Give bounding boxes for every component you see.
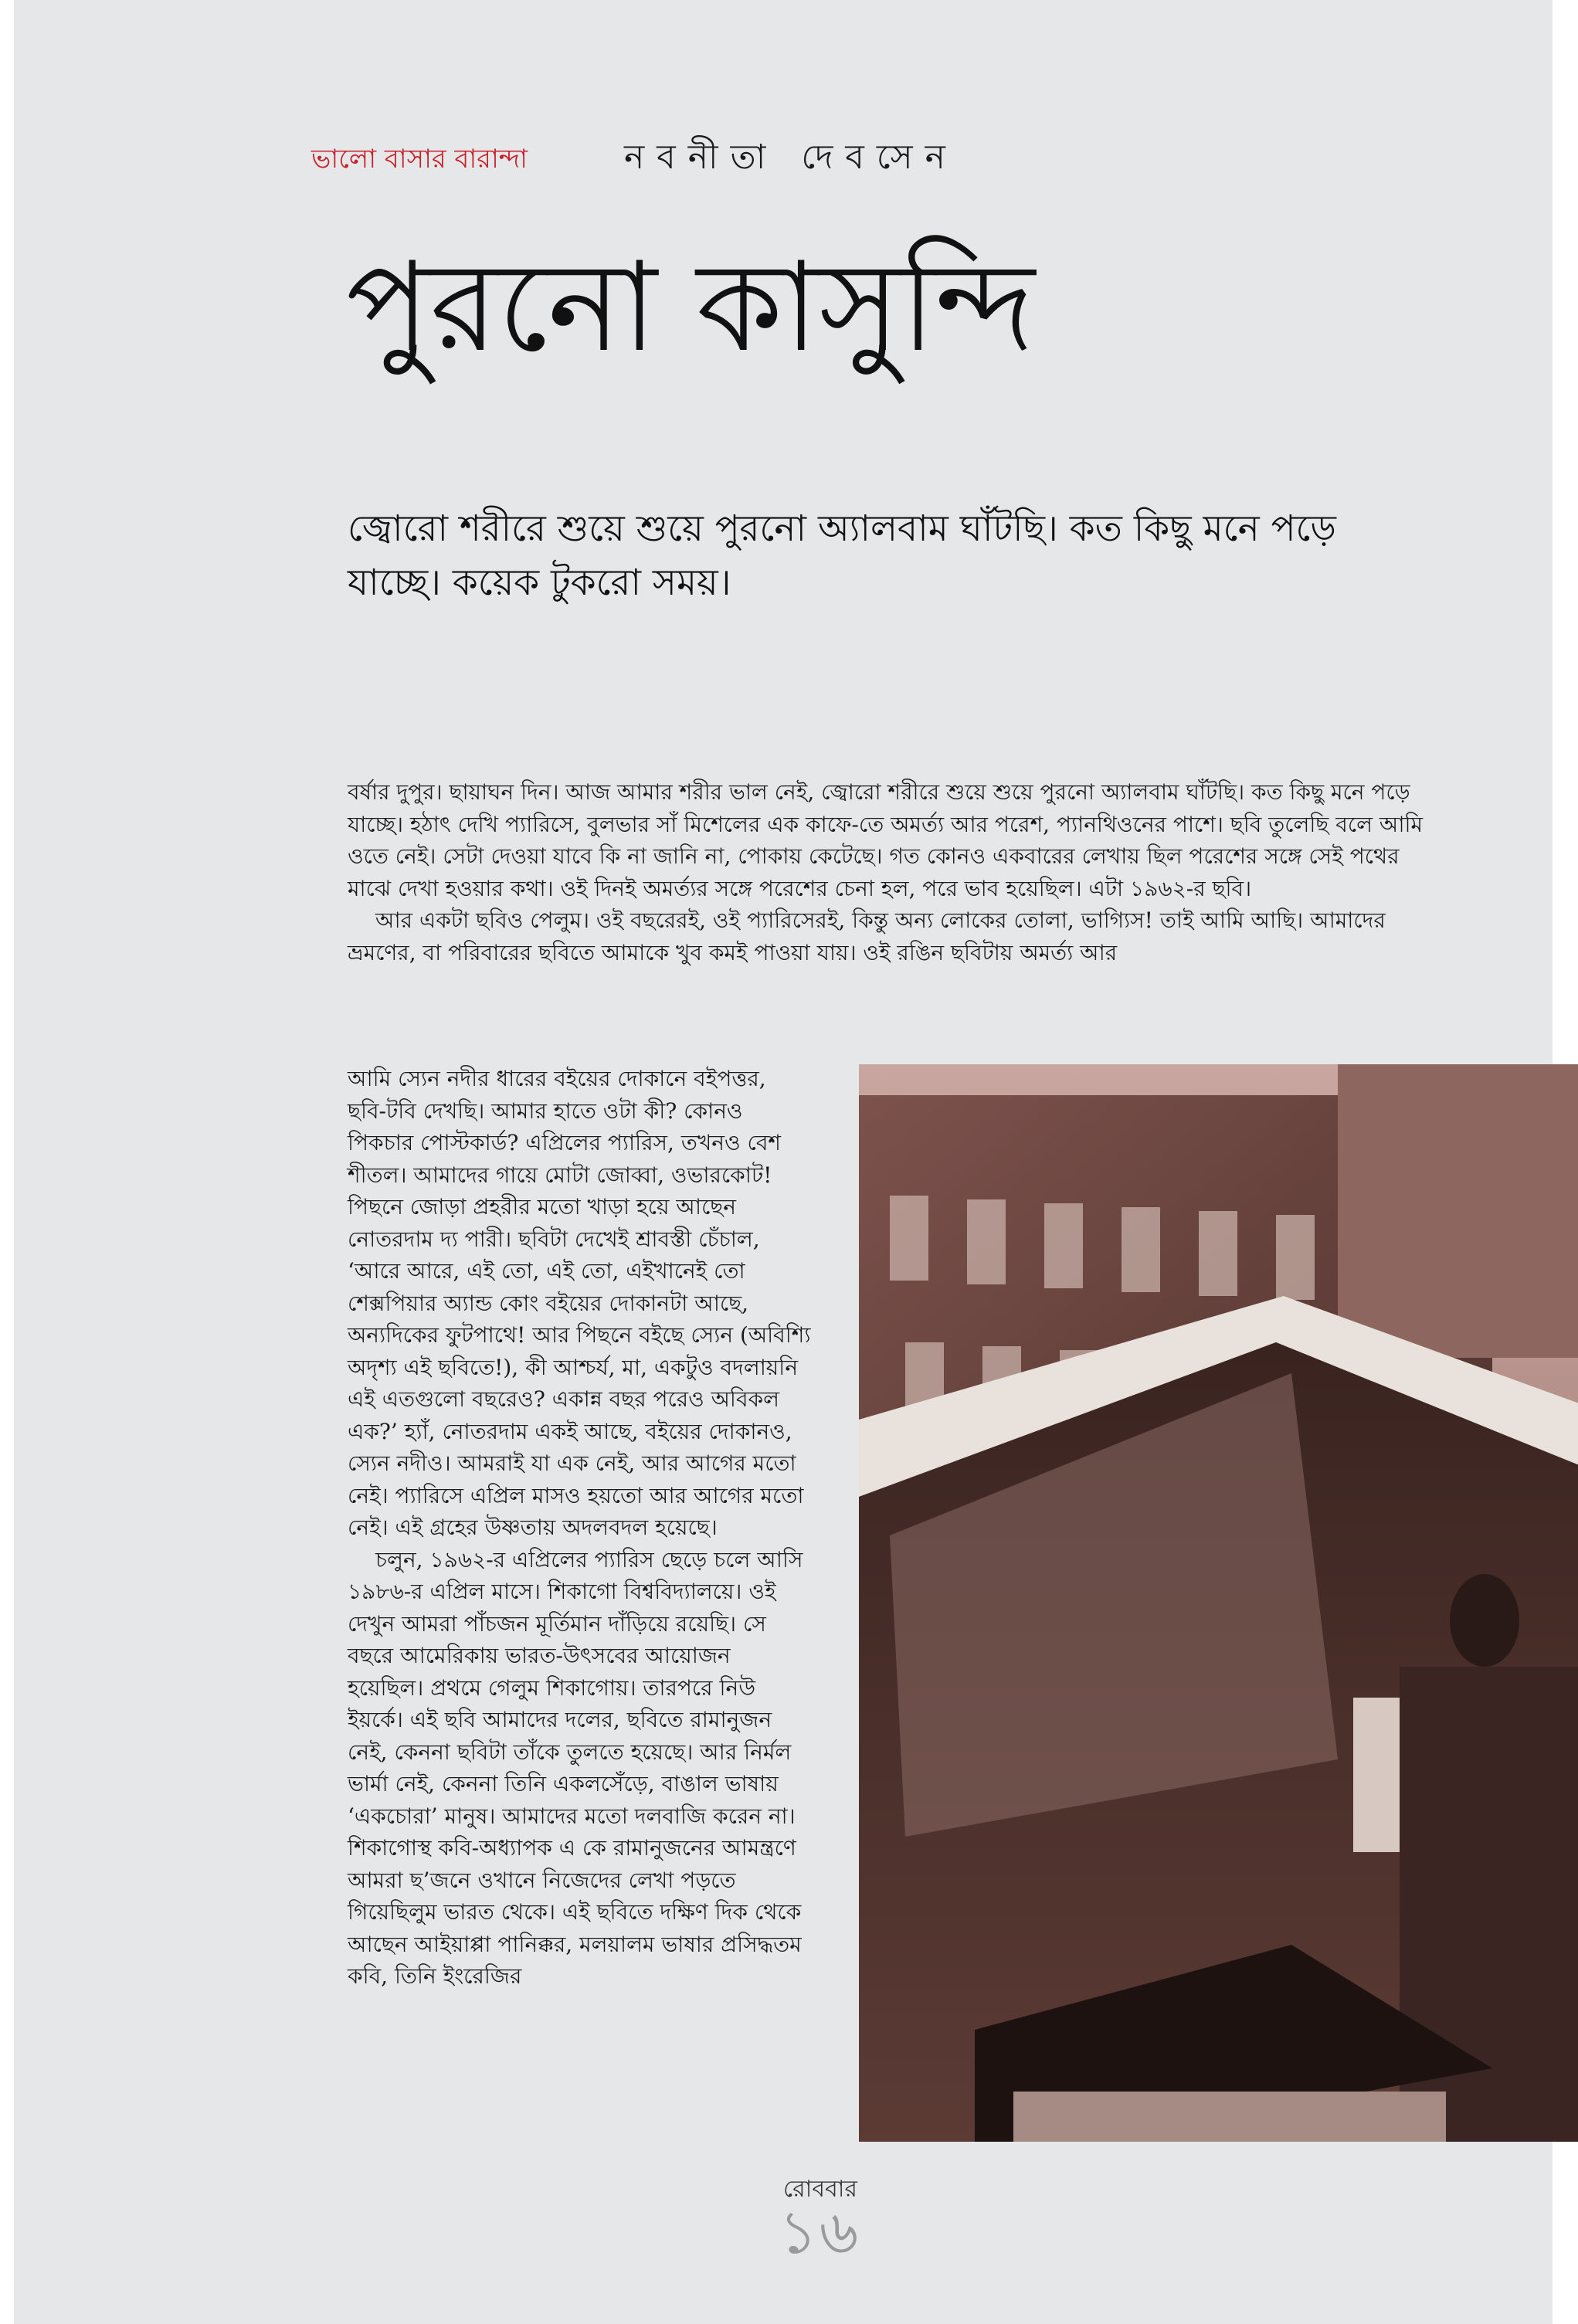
series-title: ভালো বাসার বারান্দা: [311, 144, 528, 175]
paragraph-3: চলুন, ১৯৬২-র এপ্রিলের প্যারিস ছেড়ে চলে আসি ১৯৮৬-র এপ্রিল মাসে। শিকাগো বিশ্ববিদ্যালয়ে। ওই দেখুন আমরা পাঁচজন মূর্তিমান দাঁড়িয়ে রয়েছি। সে বছরে আমেরিকায় ভারত-উৎসবের আয়োজন হয়েছিল। প্রথমে গেলুম শিকাগোয়। তারপরে নিউ ইয়র্কে। এই ছবি আমাদের দলের, ছবিতে রামানুজন নেই, কেননা ছবিটা তাঁকে তুলতে হয়েছে। আর নির্মল ভার্মা নেই, কেননা তিনি একলসেঁড়ে, বাঙাল ভাষায় ‘একচোরা’ মানুষ। আমাদের মতো দলবাজি করেন না। শিকাগোস্থ কবি-অধ্যাপক এ কে রামানুজনের আমন্ত্রণে আমরা ছ’জনে ওখানে নিজেদের লেখা পড়তে গিয়েছিলুম ভারত থেকে। এই ছবিতে দক্ষিণ দিক থেকে আছেন আইয়াপ্পা পানিক্কর, মলয়ালম ভাষার প্রসিদ্ধতম কবি, তিনি ইংরেজির: [348, 1546, 803, 1989]
magazine-page: [14, 0, 1553, 2324]
photo-image: [859, 1064, 1578, 2142]
article-photo: [859, 1064, 1578, 2142]
paragraph-1: বর্ষার দুপুর। ছায়াঘন দিন। আজ আমার শরীর ভাল নেই, জ্বোরো শরীরে শুয়ে শুয়ে পুরনো অ্যালবাম ঘাঁটছি। কত কিছু মনে পড়ে যাচ্ছে। হঠাৎ দেখি প্যারিসে, বুলভার সাঁ মিশেলের এক কাফে-তে অমর্ত্য আর পরেশ, প্যানথিওনের পাশে। ছবি তুলেছি বলে আমি ওতে নেই। সেটা দেওয়া যাবে কি না জানি না, পোকায় কেটেছে। গত কোনও একবারের লেখায় ছিল পরেশের সঙ্গে সেই পথের মাঝে দেখা হওয়ার কথা। ওই দিনই অমর্ত্যর সঙ্গে পরেশের চেনা হল, পরে ভাব হয়েছিল। এটা ১৯৬২-র ছবি।: [348, 779, 1424, 901]
standfirst: জ্বোরো শরীরে শুয়ে শুয়ে পুরনো অ্যালবাম ঘাঁটছি। কত কিছু মনে পড়ে যাচ্ছে। কয়েক টুকরো সময়।: [348, 507, 1336, 604]
article-title: পুরনো কাসুন্দি: [346, 235, 1035, 379]
author-name: নবনীতা দেবসেন: [624, 137, 958, 177]
paragraph-2-top: আর একটা ছবিও পেলুম। ওই বছরেরই, ওই প্যারিসেরই, কিন্তু অন্য লোকের তোলা, ভাগ্যিস! তাই আমি আছি। আমাদের ভ্রমণের, বা পরিবারের ছবিতে আমাকে খুব কমই পাওয়া যায়। ওই রঙিন ছবিটায় অমর্ত্য আর: [348, 908, 1386, 965]
footer-magazine-name: রোববার: [783, 2176, 857, 2203]
paragraph-2-column: আমি স্যেন নদীর ধারের বইয়ের দোকানে বইপত্তর, ছবি-টবি দেখছি। আমার হাতে ওটা কী? কোনও পিকচার পোস্টকার্ড? এপ্রিলের প্যারিস, তখনও বেশ শীতল। আমাদের গায়ে মোটা জোব্বা, ওভারকোট! পিছনে জোড়া প্রহরীর মতো খাড়া হয়ে আছেন নোতরদাম দ্য পারী। ছবিটা দেখেই শ্রাবস্তী চেঁচাল, ‘আরে আরে, এই তো, এই তো, এইখানেই তো শেক্সপিয়ার অ্যান্ড কোং বইয়ের দোকানটা আছে, অন্যদিকের ফুটপাথে! আর পিছনে বইছে স্যেন (অবিশ্যি অদৃশ্য এই ছবিতে!), কী আশ্চর্য, মা, একটুও বদলায়নি এই এতগুলো বছরেও? একান্ন বছর পরেও অবিকল এক?’ হ্যাঁ, নোতরদাম একই আছে, বইয়ের দোকানও, স্যেন নদীও। আমরাই যা এক নেই, আর আগের মতো নেই। প্যারিসে এপ্রিল মাসও হয়তো আর আগের মতো নেই। এই গ্রহের উষ্ণতায় অদলবদল হয়েছে।: [348, 1066, 811, 1540]
body-column: [348, 1063, 811, 1993]
page-number: ১৬: [779, 2198, 860, 2268]
body-top: [348, 776, 1429, 969]
